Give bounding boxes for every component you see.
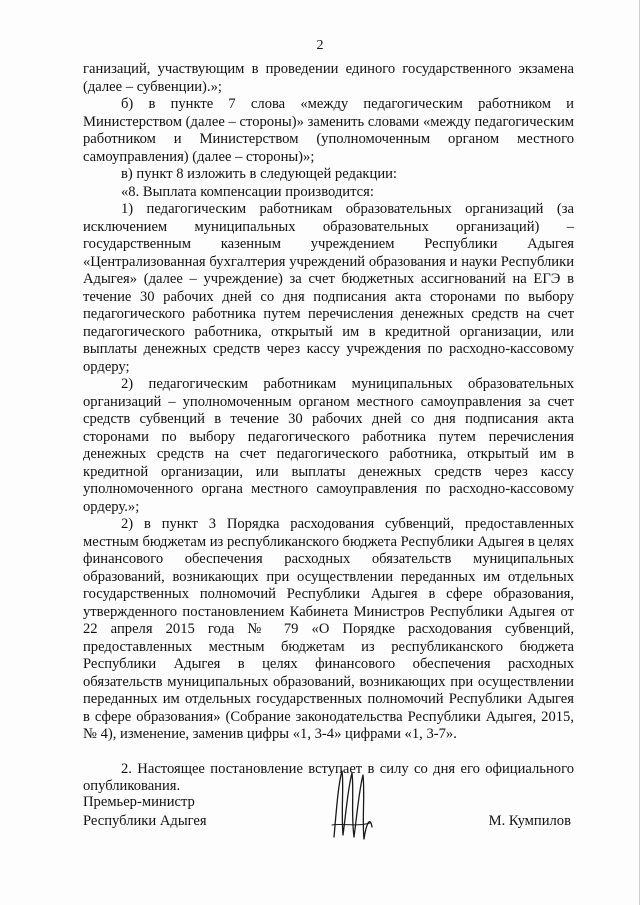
paragraph-b: б) в пункте 7 слова «между педагогическим работником и Министерством (далее – стороны)» заменить словами «между педагогическим работником и Министерством (уполномоченным органом местного самоуправления) (далее – стороны)»; [83, 96, 574, 165]
paragraph-8-item-1: 1) педагогическим работникам образовательных организаций (за исключением муниципальных образовательных организаций) – государственным казенным учреждением Республики Адыгея «Централизованная бухгалтерия учреждений образования и науки Республики Адыгея» (далее – учреждение) за счет бюджетных ассигнований на ЕГЭ в течение 30 рабочих дней со дня подписания акта сторонами по выбору педагогического работника путем перечисления денежных средств на счет педагогического работника, открытый им в кредитной организации, или выплаты денежных средств через кассу учреждения по расходно-кассовому ордеру; [83, 201, 574, 375]
handwritten-signature [326, 765, 376, 845]
paragraph-effective-date: 2. Настоящее постановление вступает в силу со дня его официального опубликования. [83, 760, 574, 794]
paragraph-v: в) пункт 8 изложить в следующей редакции: [121, 166, 397, 182]
paragraph-8-item-2: 2) педагогическим работникам муниципальных образовательных организаций – уполномоченным органом местного самоуправления за счет средств субвенций в течение 30 рабочих дней со дня подписания акта сторонами по выбору педагогического работника путем перечисления денежных средств на счет педагогического работника, открытый им в кредитной организации, или выплаты денежных средств через кассу уполномоченного органа местного самоуправления по расходно-кассовому ордеру.»; [83, 376, 574, 515]
paragraph-8-intro: «8. Выплата компенсации производится: [121, 183, 374, 200]
paragraph-continuation: ганизаций, участвующим в проведении единого государственного экзамена (далее – субвенции).»; [83, 61, 574, 95]
signatory-title-line-2: Республики Адыгея [83, 813, 207, 829]
signatory-title [83, 793, 207, 831]
page-number: 2 [316, 38, 324, 53]
signatory-title-line-1: Премьер-министр [83, 794, 195, 810]
signatory-name: М. Кумпилов [488, 813, 571, 829]
paragraph-2-amendment: 2) в пункт 3 Порядка расходования субвенций, предоставленных местным бюджетам из республиканского бюджета Республики Адыгея в целях финансового обеспечения расходных обязательств муниципальных образований, возникающих при осуществлении переданных им отдельных государственных полномочий Республики Адыгея в сфере образования, утвержденного постановлением Кабинета Министров Республики Адыгея от 22 апреля 2015 года № 79 «О Порядке расходования субвенций, предоставленных местным бюджетам из республиканского бюджета Республики Адыгея в целях финансового обеспечения расходных обязательств муниципальных образований, возникающих при осуществлении переданных им отдельных государственных полномочий Республики Адыгея в сфере образования» (Собрание законодательства Республики Адыгея, 2015, № 4), изменение, заменив цифры «1, 3-4» цифрами «1, 3-7». [83, 516, 574, 742]
document-body [83, 61, 574, 796]
